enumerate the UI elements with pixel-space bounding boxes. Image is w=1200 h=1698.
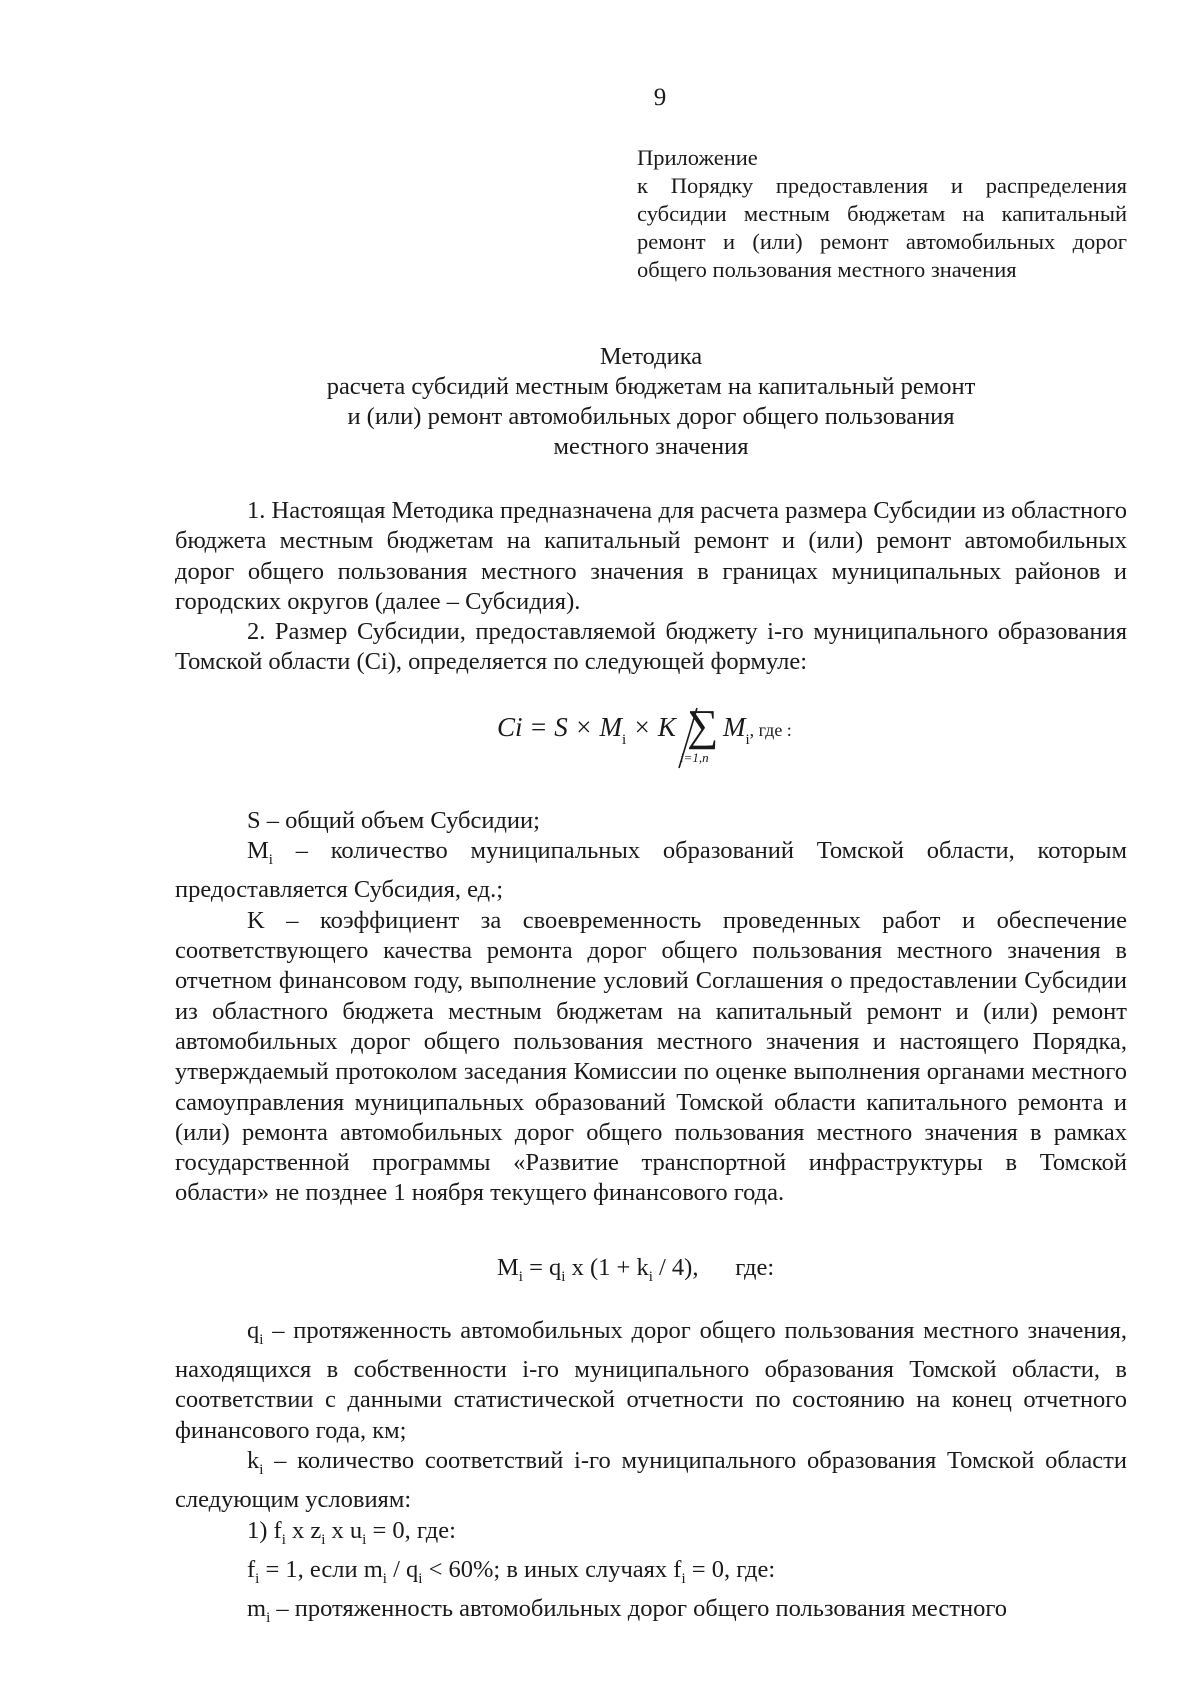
definitions-2 [175,1316,1127,1633]
definition-mi-lower: $m_i$ – протяженность автомобильных дорог общего пользования местного [247,1594,1008,1626]
definition-s: S – общий объем Субсидии; [247,807,540,834]
definition-m: $M_i$ – количество муниципальных образований Томской области, которым предоставляется Субсидия, ед.; [175,837,1127,904]
formula-mi-gde: где: [735,1254,775,1281]
methodology-heading: Методика [599,343,703,370]
appendix-title: Приложение [637,145,758,170]
definition-f: $f_i = 1$, если $m_i / q_i < 60\%$; в иных случаях $f_i = 0$, где: [247,1555,776,1587]
formula-ci-rhs: $M_i$, где : [723,712,792,748]
definition-ki: $k_i$ – количество соответствий i-го муниципального образования Томской области следующим условиям: [175,1447,1127,1514]
methodology-subtitle-line: и (или) ремонт автомобильных дорог общего пользования [347,403,955,430]
methodology-subtitle-line: местного значения [553,433,749,460]
page-number: 9 [653,84,667,111]
intro-paragraphs [175,496,1127,678]
appendix-line: субсидии местным бюджетам на капитальный [637,201,1127,226]
methodology-title [175,342,1127,462]
appendix-header [637,144,1127,284]
methodology-subtitle-line: расчета субсидий местным бюджетам на капитальный ремонт [326,373,976,400]
sigma-subscript: i=1,n [680,750,709,765]
appendix-line: ремонт и (или) ремонт автомобильных дорог [637,229,1127,254]
appendix-line: к Порядку предоставления и распределения [637,173,1127,198]
definitions-1 [175,806,1127,1209]
paragraph-1: 1. Настоящая Методика предназначена для расчета размера Субсидии из областного бюджета местным бюджетам на капитальный ремонт и (или) ремонт автомобильных дорог общего пользования местного значения в границах муниципальных районов и городских округов (далее – Субсидия). [175,497,1127,615]
condition-1: 1) $f_i$ x $z_i$ x $u_i = 0$, где: [247,1516,456,1548]
definition-k: K – коэффициент за своевременность проведенных работ и обеспечение соответствующего качества ремонта дорог общего пользования местного значения в отчетном финансовом году, выполнение условий Соглашения о предоставлении Субсидии из областного бюджета местным бюджетам на капитальный ремонт и (или) ремонт автомобильных дорог общего пользования местного значения и настоящего Порядка, утверждаемый протоколом заседания Комиссии по оценке выполнения органами местного самоуправления муниципальных образований Томской области капитального ремонта и (или) ремонта автомобильных дорог общего пользования местного значения в рамках государственной программы «Развитие транспортной инфраструктуры в Томской области» не позднее 1 ноября текущего финансового года. [175,906,1127,1207]
sigma-symbol: ∑ [687,701,719,750]
appendix-line: общего пользования местного значения [637,257,1017,282]
definition-q: $q_i$ – протяженность автомобильных дорог общего пользования местного значения, находящихся в собственности i-го муниципального образования Томской области, в соответствии с данными статистической отчетности по состоянию на конец отчетного финансового года, км; [175,1317,1127,1444]
formula-ci-lhs: $Ci = S \times M_i \times K$ [497,712,676,748]
paragraph-2: 2. Размер Субсидии, предоставляемой бюджету i-го муниципального образования Томской области (Ci), определяется по следующей формуле: [175,618,1127,676]
formula-mi: $M_i = q_i$ x $(1 + k_i / 4)$, где: [497,1254,775,1285]
